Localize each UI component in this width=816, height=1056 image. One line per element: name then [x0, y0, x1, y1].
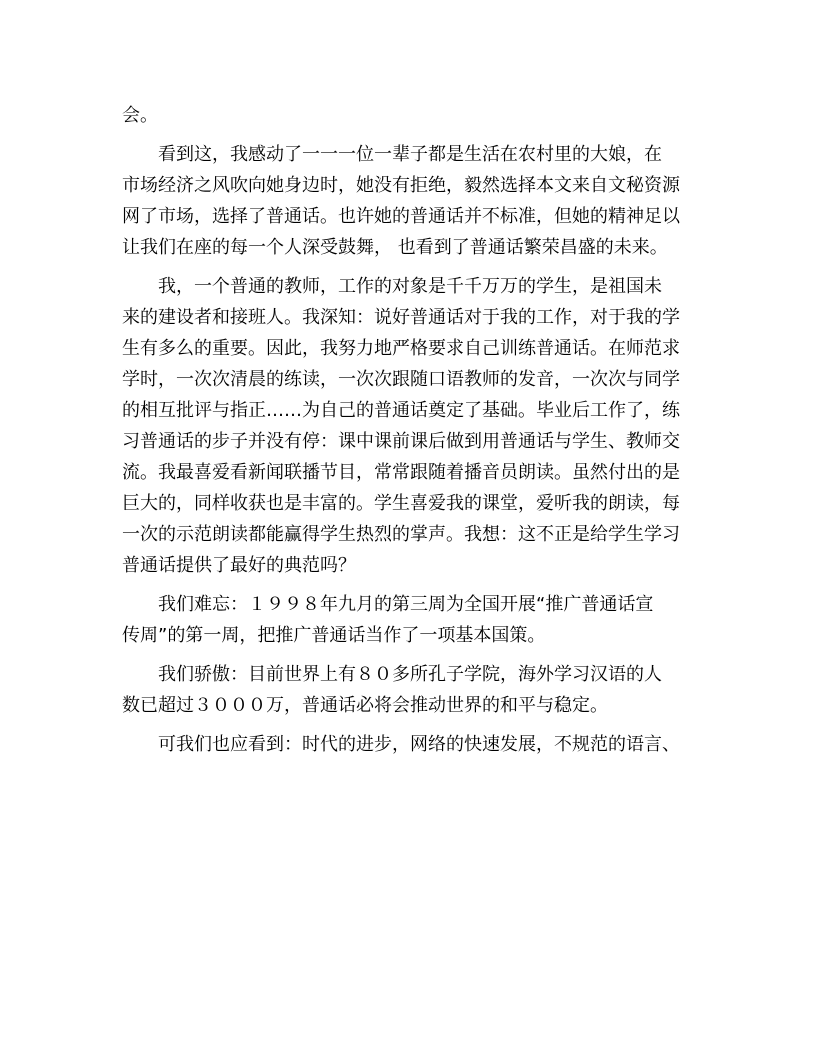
- text-line: 传周”的第一周，把推广普通话当作了一项基本国策。: [122, 625, 546, 646]
- text-line: 习普通话的步子并没有停：课中课前课后做到用普通话与学生、教师交: [122, 431, 680, 452]
- text-line: 让我们在座的每一个人深受鼓舞， 也看到了普通话繁荣昌盛的未来。: [122, 237, 668, 258]
- text-line: 巨大的，同样收获也是丰富的。学生喜爱我的课堂，爱听我的朗读，每: [122, 493, 680, 514]
- text-line: 市场经济之风吹向她身边时，她没有拒绝，毅然选择本文来自文秘资源: [122, 175, 680, 196]
- text-line: 来的建设者和接班人。我深知：说好普通话对于我的工作，对于我的学: [122, 307, 680, 328]
- text-line: 学时，一次次清晨的练读，一次次跟随口语教师的发音，一次次与同学: [122, 369, 680, 390]
- text-line: 看到这，我感动了一一一位一辈子都是生活在农村里的大娘，在: [158, 144, 662, 165]
- text-line: 我，一个普通的教师，工作的对象是千千万万的学生，是祖国未: [158, 276, 662, 297]
- text-line: 流。我最喜爱看新闻联播节目，常常跟随着播音员朗读。虽然付出的是: [122, 462, 680, 483]
- text-line: 数已超过３０００万，普通话必将会推动世界的和平与稳定。: [122, 695, 608, 716]
- text-line: 会。: [122, 105, 158, 126]
- text-line: 普通话提供了最好的典范吗？: [122, 555, 356, 576]
- body-text: [122, 100, 694, 760]
- text-line: 可我们也应看到：时代的进步，网络的快速发展，不规范的语言、: [158, 734, 680, 755]
- text-line: 的相互批评与指正……为自己的普通话奠定了基础。毕业后工作了，练: [122, 400, 680, 421]
- text-line: 我们难忘：１９９８年九月的第三周为全国开展“推广普通话宣: [158, 594, 654, 615]
- text-line: 网了市场，选择了普通话。也许她的普通话并不标准，但她的精神足以: [122, 206, 680, 227]
- text-line: 生有多么的重要。因此，我努力地严格要求自己训练普通话。在师范求: [122, 338, 680, 359]
- text-line: 我们骄傲：目前世界上有８０多所孔子学院，海外学习汉语的人: [158, 664, 662, 685]
- text-line: 一次的示范朗读都能赢得学生热烈的掌声。我想：这不正是给学生学习: [122, 524, 680, 545]
